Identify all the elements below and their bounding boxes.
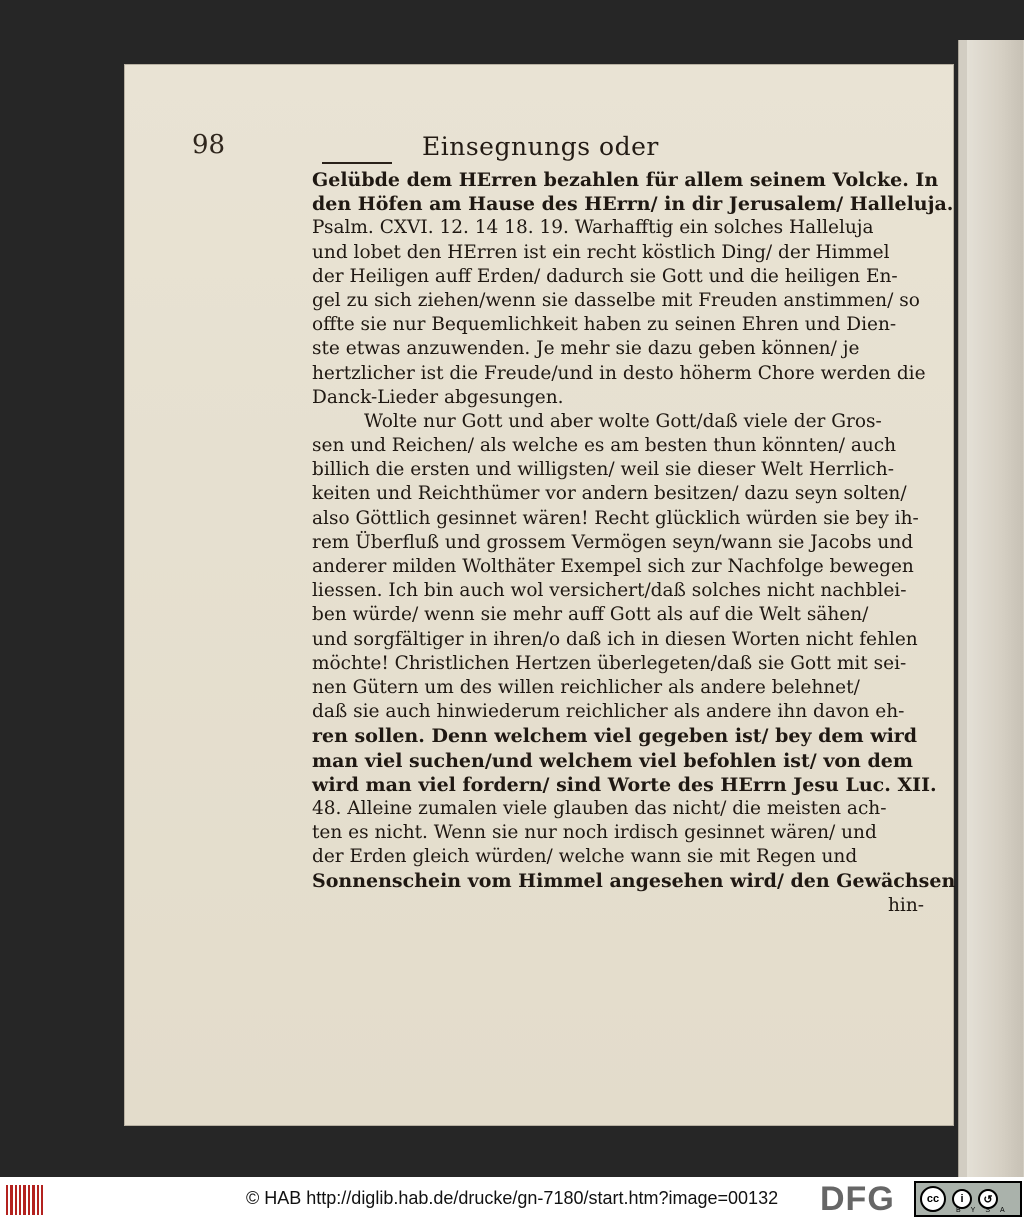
- text-line: der Erden gleich würden/ welche wann sie mit Regen und: [312, 846, 858, 868]
- text-line: den Höfen am Hause des HErrn/ in dir Jerusalem/ Halleluja.: [312, 193, 954, 216]
- text-line: hertzlicher ist die Freude/und in desto höherm Chore werden die: [312, 362, 926, 384]
- barcode-bar: [37, 1185, 39, 1215]
- text-line: offte sie nur Bequemlichkeit haben zu seinen Ehren und Dien-: [312, 314, 897, 336]
- text-line: wird man viel fordern/ sind Worte des HErrn Jesu Luc. XII.: [312, 773, 937, 796]
- barcode-bar: [32, 1185, 35, 1215]
- text-line: ben würde/ wenn sie mehr auff Gott als auf die Welt sähen/: [312, 604, 869, 626]
- text-line: also Göttlich gesinnet wären! Recht glücklich würden sie bey ih-: [312, 507, 919, 529]
- head-rule: [322, 162, 392, 164]
- text-line: daß sie auch hinwiederum reichlicher als andere ihn davon eh-: [312, 701, 905, 723]
- text-line: Wolte nur Gott und aber wolte Gott/daß viele der Gros-: [364, 410, 882, 432]
- text-line: nen Gütern um des willen reichlicher als andere belehnet/: [312, 676, 860, 698]
- adjacent-page-edge: [958, 40, 1024, 1177]
- license-icon-labels: [956, 1207, 1015, 1214]
- text-line: Danck-Lieder abgesungen.: [312, 386, 564, 408]
- text-line: der Heiligen auff Erden/ dadurch sie Gott und die heiligen En-: [312, 265, 898, 287]
- text-line: ren sollen. Denn welchem viel gegeben ist/ bey dem wird: [312, 725, 918, 748]
- text-line: sen und Reichen/ als welche es am besten thun könnten/ auch: [312, 435, 897, 457]
- barcode-bar: [6, 1185, 8, 1215]
- barcode-bar: [41, 1185, 43, 1215]
- text-line: billich die ersten und willigsten/ weil sie dieser Welt Herrlich-: [312, 459, 894, 481]
- text-line: Psalm. CXVI. 12. 14 18. 19. Warhafftig ein solches Halleluja: [312, 217, 874, 239]
- barcode-bar: [10, 1185, 13, 1215]
- running-head-title: Einsegnungs oder: [422, 132, 659, 161]
- attribution-icon: i: [952, 1189, 972, 1209]
- viewer-footer: [0, 1177, 1024, 1221]
- text-line: gel zu sich ziehen/wenn sie dasselbe mit Freuden anstimmen/ so: [312, 289, 920, 311]
- text-line: rem Überfluß und grossem Vermögen seyn/wann sie Jacobs und: [312, 531, 914, 553]
- license-by-label: BY: [956, 1207, 986, 1214]
- adjacent-page-surface: [967, 40, 1023, 1177]
- dfg-logo: DFG: [820, 1180, 895, 1218]
- barcode-icon: [6, 1185, 46, 1215]
- text-line: Gelübde dem HErren bezahlen für allem seinem Volcke. In: [312, 169, 939, 191]
- text-line: man viel suchen/und welchem viel befohlen ist/ von dem: [312, 749, 913, 772]
- license-sa-label: SA: [985, 1207, 1015, 1214]
- text-line: keiten und Reichthümer vor andern besitzen/ dazu seyn solten/: [312, 483, 907, 505]
- text-line: 48. Alleine zumalen viele glauben das nicht/ die meisten ach-: [312, 797, 887, 819]
- text-line: ste etwas anzuwenden. Je mehr sie dazu geben können/ je: [312, 338, 860, 360]
- text-line: und sorgfältiger in ihren/o daß ich in diesen Worten nicht fehlen: [312, 628, 918, 650]
- running-head: [192, 126, 752, 166]
- page-number: 98: [192, 130, 226, 160]
- text-line: liessen. Ich bin auch wol versichert/daß solches nicht nachblei-: [312, 580, 907, 602]
- page-body-text: [312, 168, 956, 918]
- text-line: und lobet den HErren ist ein recht köstlich Ding/ der Himmel: [312, 241, 890, 263]
- text-line: anderer milden Wolthäter Exempel sich zur Nachfolge bewegen: [312, 556, 914, 577]
- attribution-link[interactable]: © HAB http://diglib.hab.de/drucke/gn-7180/start.htm?image=00132: [246, 1188, 779, 1208]
- barcode-bar: [28, 1185, 30, 1215]
- catchword: hin-: [888, 894, 924, 916]
- text-line: Sonnenschein vom Himmel angesehen wird/ den Gewächsen: [312, 870, 956, 893]
- share-alike-icon: ↺: [978, 1189, 998, 1209]
- text-line: ten es nicht. Wenn sie nur noch irdisch gesinnet wären/ und: [312, 822, 877, 844]
- barcode-bar: [23, 1185, 26, 1215]
- cc-icon: cc: [920, 1186, 946, 1212]
- barcode-bar: [15, 1185, 17, 1215]
- text-line: möchte! Christlichen Hertzen überlegeten/daß sie Gott mit sei-: [312, 652, 907, 674]
- barcode-bar: [19, 1185, 21, 1215]
